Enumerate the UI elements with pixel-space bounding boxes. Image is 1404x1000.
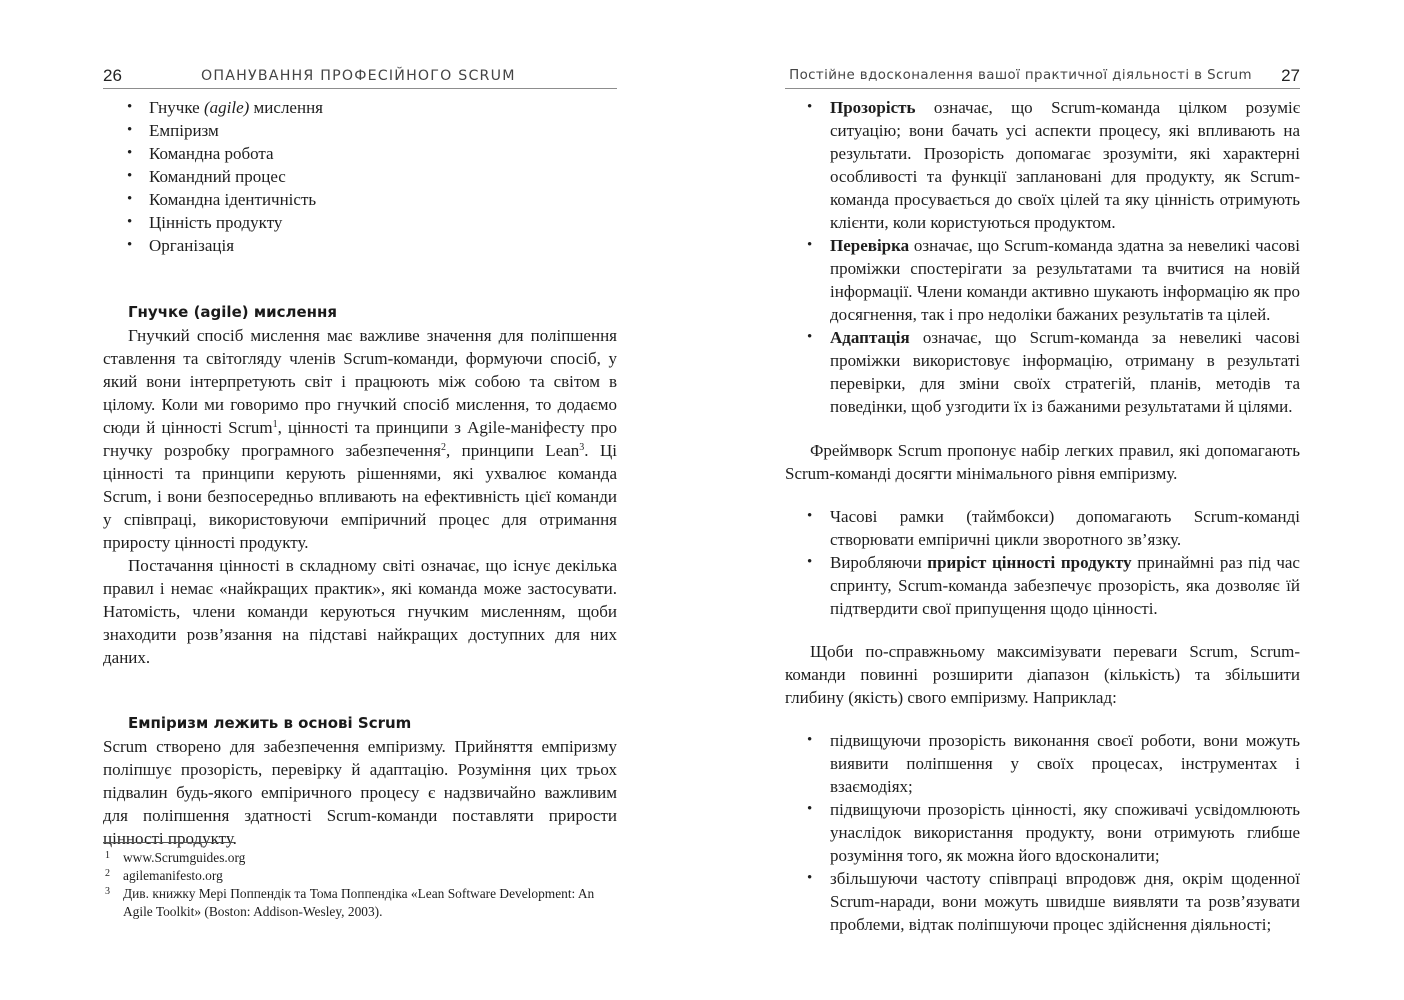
- left-page-body: [103, 96, 617, 850]
- framework-list: [785, 505, 1300, 620]
- paragraph: Фреймворк Scrum пропонує набір легких правил, які допомагають Scrum-команді досягти мінімального рівня емпіризму.: [785, 441, 1300, 483]
- chapter-title: Постійне вдосконалення вашої практичної діяльності в Scrum: [789, 68, 1252, 83]
- footnote-ref[interactable]: 3: [579, 442, 585, 453]
- list-item: • Прозорість означає, що Scrum-команда цілком розуміє ситуацію; вони бачать усі аспекти процесу, які впливають на результати. Прозорість допомагає зрозуміти, які характерні особливості та функції заплановані для продукту, як Scrum-команда просувається до своїх цілей та яку цінність отримують клієнти, коли користуються продуктом.: [785, 96, 1300, 234]
- footnotes: [103, 842, 617, 921]
- list-item: • Командна робота: [103, 142, 617, 165]
- list-item: • Цінність продукту: [103, 211, 617, 234]
- footnote-ref[interactable]: 1: [272, 419, 278, 430]
- section-heading-empiricism: Емпіризм лежить в основі Scrum: [128, 714, 412, 732]
- right-page-body: [785, 96, 1300, 936]
- list-item: • Часові рамки (таймбокси) допомагають Scrum-команді створювати емпіричні цикли зворотного зв’язку.: [785, 505, 1300, 551]
- footnote: 3 Див. книжку Мері Поппендік та Тома Поппендіка «Lean Software Development: An Agile Toolkit» (Boston: Addison-Wesley, 2003).: [105, 886, 595, 919]
- list-item: • Гнучке (agile) мислення: [103, 96, 617, 119]
- paragraph: Щоби по-справжньому максимізувати переваги Scrum, Scrum-команди повинні розширити діапазон (кількість) та збільшити глибину (якість) свого емпіризму. Наприклад:: [785, 642, 1300, 707]
- list-item: • збільшуючи частоту співпраці впродовж дня, окрім щоденної Scrum-наради, вони можуть швидше виявляти та розв’язувати проблеми, відтак поліпшуючи процес здійснення діяльності;: [785, 867, 1300, 936]
- list-item: • підвищуючи прозорість виконання своєї роботи, вони можуть виявити поліпшення у своїх процесах, інструментах і взаємодіях;: [785, 729, 1300, 798]
- running-head-right: [785, 66, 1300, 89]
- list-item: • підвищуючи прозорість цінності, яку споживачі усвідомлюють унаслідок використання продукту, вони отримують глибше розуміння того, як можна його вдосконалити;: [785, 798, 1300, 867]
- paragraph: Постачання цінності в складному світі означає, що існує декілька правил і немає «найкращих практик», які команда може застосувати. Натомість, члени команди керуються гнучким мисленням, щоби знаходити розв’язання на підставі найкращих доступних для них даних.: [103, 556, 617, 667]
- paragraph: Scrum створено для забезпечення емпіризму. Прийняття емпіризму поліпшує прозорість, перевірку й адаптацію. Розуміння цих трьох підвалин будь-якого емпіричного процесу є надзвичайно важливим для поліпшення здатності Scrum-команди поставляти прирости цінності продукту.: [103, 737, 617, 848]
- book-title: ОПАНУВАННЯ ПРОФЕСІЙНОГО SCRUM: [201, 68, 516, 84]
- footnote-link[interactable]: www.Scrumguides.org: [123, 850, 246, 865]
- footnote: 2 agilemanifesto.org: [105, 868, 223, 883]
- examples-list: [785, 729, 1300, 936]
- running-head-left: [103, 66, 617, 89]
- list-item: • Виробляючи приріст цінності продукту принаймні раз під час спринту, Scrum-команда забезпечує прозорість, яка дозволяє їй підтвердити свої припущення щодо цінності.: [785, 551, 1300, 620]
- page-number: 27: [1281, 66, 1300, 85]
- list-item: • Командна ідентичність: [103, 188, 617, 211]
- list-item: • Перевірка означає, що Scrum-команда здатна за невеликі часові проміжки спостерігати за результатами та вчитися на новій інформації. Члени команди активно шукають інформацію як про досягнення, так і про недоліки бажаних результатів та цілей.: [785, 234, 1300, 326]
- footnote-link[interactable]: agilemanifesto.org: [123, 868, 223, 883]
- right-page: [785, 0, 1300, 1000]
- list-item: • Емпіризм: [103, 119, 617, 142]
- list-item: • Командний процес: [103, 165, 617, 188]
- left-page: [103, 0, 617, 1000]
- list-item: • Організація: [103, 234, 617, 257]
- footnote-ref[interactable]: 2: [440, 442, 446, 453]
- section-heading-agile-mindset: Гнучке (agile) мислення: [128, 303, 338, 321]
- page-number: 26: [103, 66, 122, 85]
- topics-list: [103, 96, 617, 257]
- paragraph: Гнучкий спосіб мислення має важливе значення для поліпшення ставлення та світогляду членів Scrum-команди, формуючи спосіб, у який вони інтерпретують світ і працюють між собою та світом в цілому. Коли ми говоримо про гнучкий спосіб мислення, то додаємо сюди й цінності Scrum$^1$, цінності та принципи з Agile-маніфесту про гнучку розробку програмного забезпечення$^2$, принципи Lean$^3$. Ці цінності та принципи керують рішеннями, які ухвалює команда Scrum, і вони безпосередньо впливають на ефективність цієї команди у співпраці, використовуючи емпіричний процес для отримання приросту цінності продукту.: [103, 326, 617, 552]
- list-item: • Адаптація означає, що Scrum-команда за невеликі часові проміжки використовує інформацію, отриману в результаті перевірки, для зміни своїх стратегій, планів, методів та поведінки, щоб узгодити їх із бажаними результатами й цілями.: [785, 326, 1300, 418]
- footnote: 1 www.Scrumguides.org: [105, 850, 246, 865]
- pillars-list: [785, 96, 1300, 418]
